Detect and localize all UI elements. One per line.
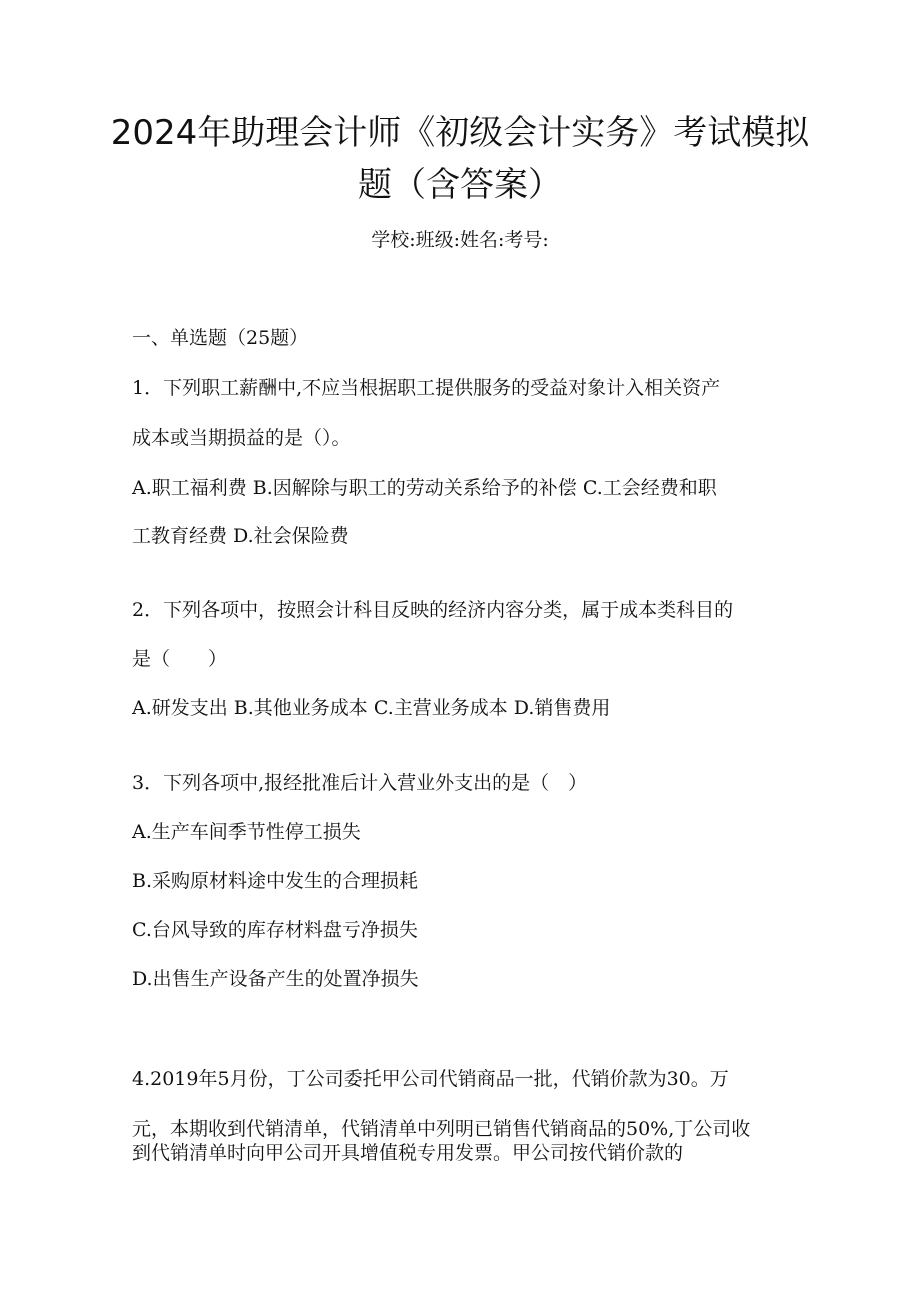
document-title-line-2: 题（含答案） xyxy=(358,165,562,205)
question-1-options-line-1: A.职工福利费 B.因解除与职工的劳动关系给予的补偿 C.工会经费和职 xyxy=(132,477,717,499)
question-4-line-2: 元，本期收到代销清单，代销清单中列明已销售代销商品的50%,丁公司收 xyxy=(132,1118,751,1140)
section-heading: 一、单选题（25题） xyxy=(132,327,309,349)
document-title-line-1: 2024年助理会计师《初级会计实务》考试模拟 xyxy=(110,113,810,153)
question-3-option-c: C.台风导致的库存材料盘亏净损失 xyxy=(132,919,418,941)
question-2-options-line-1: A.研发支出 B.其他业务成本 C.主营业务成本 D.销售费用 xyxy=(132,697,611,719)
question-2-line-1: 2．下列各项中，按照会计科目反映的经济内容分类，属于成本类科目的 xyxy=(132,599,734,621)
question-3-line-1: 3．下列各项中,报经批准后计入营业外支出的是（ ） xyxy=(132,772,588,794)
question-1-line-1: 1．下列职工薪酬中,不应当根据职工提供服务的受益对象计入相关资产 xyxy=(132,377,721,399)
question-1-line-2: 成本或当期损益的是（）。 xyxy=(132,427,351,449)
question-4-line-1: 4.2019年5月份，丁公司委托甲公司代销商品一批，代销价款为30。万 xyxy=(132,1068,729,1090)
question-3-option-d: D.出售生产设备产生的处置净损失 xyxy=(132,968,419,990)
question-1-options-line-2: 工教育经费 D.社会保险费 xyxy=(132,525,349,547)
question-3-option-b: B.采购原材料途中发生的合理损耗 xyxy=(132,870,419,892)
student-info-line: 学校:班级:姓名:考号: xyxy=(371,229,549,251)
question-4-line-3: 到代销清单时向甲公司开具增值税专用发票。甲公司按代销价款的 xyxy=(132,1142,684,1164)
question-3-option-a: A.生产车间季节性停工损失 xyxy=(132,821,361,843)
question-2-line-2: 是（ ） xyxy=(132,648,228,670)
